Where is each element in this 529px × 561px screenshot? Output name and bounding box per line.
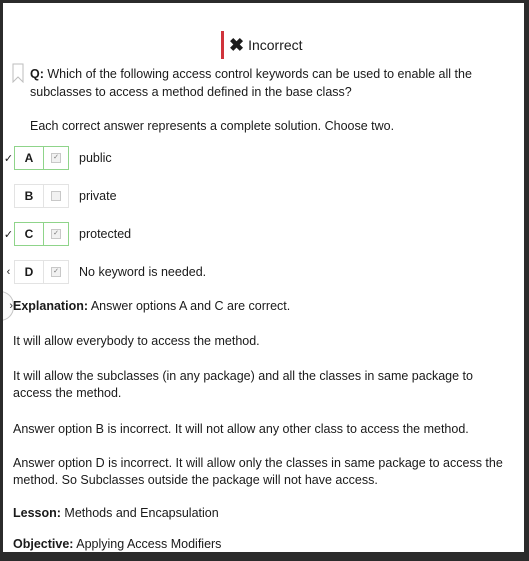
correct-mark-icon: ✓ [3, 228, 14, 241]
option-letter: B [14, 184, 43, 208]
status-accent-bar [221, 31, 224, 59]
x-icon: ✖ [229, 35, 245, 55]
window-bottom-edge [0, 552, 529, 561]
option-b[interactable] [3, 184, 117, 208]
explanation-paragraph: Answer option D is incorrect. It will allow only the classes in same package to access the method. So Subclasses outside the package will not have access. [13, 456, 503, 487]
option-checkbox[interactable]: ✓ [51, 229, 61, 239]
option-letter: D [14, 260, 43, 284]
result-label: Incorrect [248, 37, 303, 53]
option-checkbox[interactable] [51, 191, 61, 201]
explanation-paragraph: It will allow the subclasses (in any package) and all the classes in same package to access the method. [13, 369, 473, 400]
lesson-value: Methods and Encapsulation [64, 506, 219, 520]
result-status [221, 31, 303, 59]
option-label: public [79, 151, 112, 165]
lesson [13, 505, 513, 522]
correct-mark-icon: ✓ [3, 152, 14, 165]
question-text [30, 65, 500, 101]
objective-value: Applying Access Modifiers [76, 537, 222, 551]
option-c[interactable] [3, 222, 131, 246]
option-checkbox[interactable]: ✓ [51, 153, 61, 163]
option-label: No keyword is needed. [79, 265, 207, 279]
option-label: protected [79, 227, 132, 241]
objective-label: Objective: [13, 537, 74, 551]
explanation [13, 298, 513, 315]
option-checkbox[interactable]: ✓ [51, 267, 61, 277]
question-instruction: Each correct answer represents a complete solution. Choose two. [30, 119, 395, 133]
objective [13, 536, 513, 552]
chevron-left-icon: ‹ [6, 266, 11, 278]
explanation-paragraph: It will allow everybody to access the method. [13, 334, 260, 348]
explanation-heading: Explanation: [13, 299, 89, 313]
bookmark-icon[interactable] [12, 63, 24, 83]
lesson-label: Lesson: [13, 506, 61, 520]
option-label: private [79, 189, 117, 203]
option-letter: A [14, 146, 43, 170]
question-body: Which of the following access control keywords can be used to enable all the subclasses to access a method defined in the base class? [30, 67, 472, 99]
explanation-summary: Answer options A and C are correct. [90, 299, 291, 313]
question-review-panel [3, 3, 524, 552]
option-a[interactable] [3, 146, 112, 170]
option-d[interactable] [3, 260, 206, 284]
option-letter: C [14, 222, 43, 246]
question-prefix: Q: [30, 67, 44, 81]
expand-handle[interactable]: › [3, 291, 14, 321]
explanation-paragraph: Answer option B is incorrect. It will not allow any other class to access the method. [13, 422, 469, 436]
